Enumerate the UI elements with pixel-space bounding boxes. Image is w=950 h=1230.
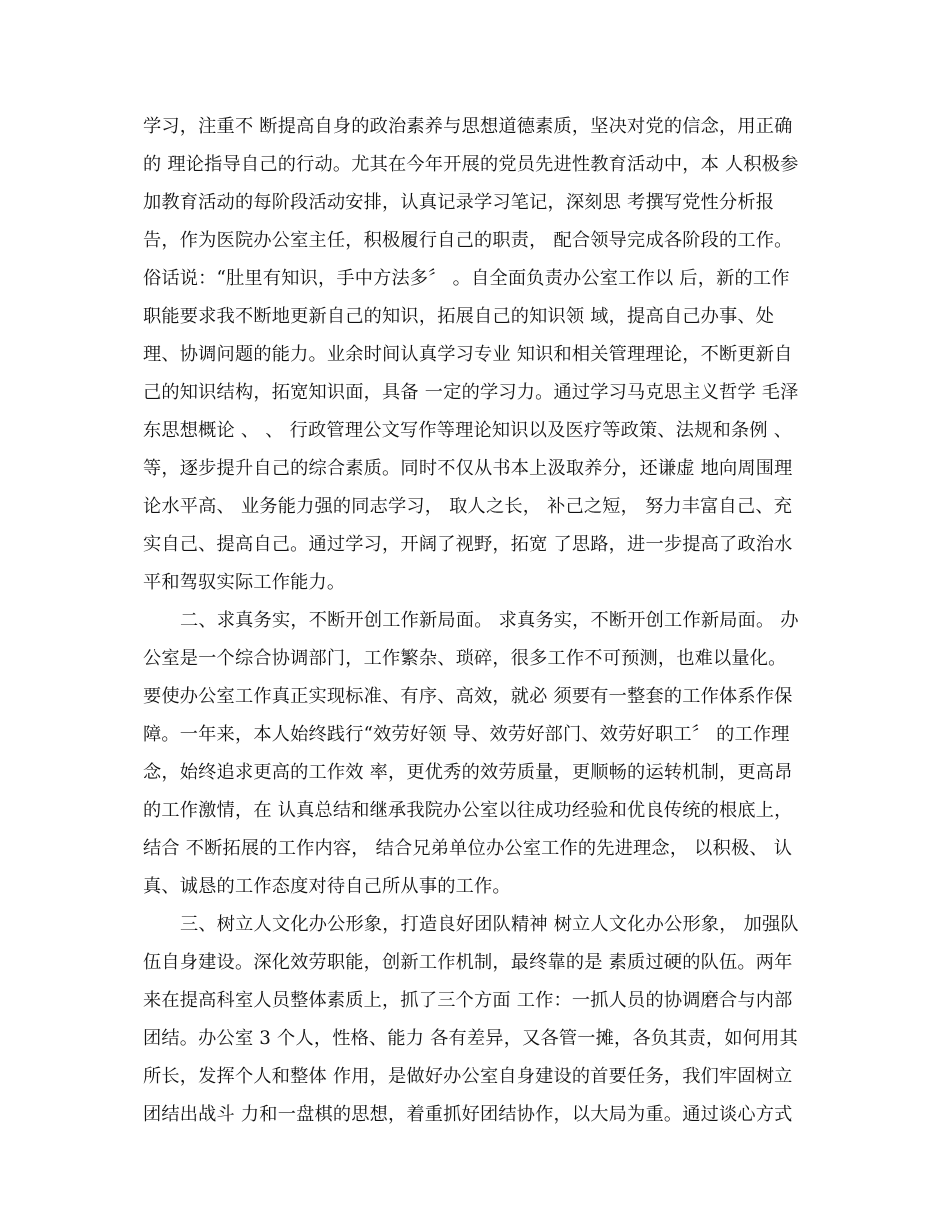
text-line: 己的知识结构，拓宽知识面，具备 一定的学习力。通过学习马克思主义哲学 毛泽 <box>143 382 799 403</box>
text-line: 念，始终追求更高的工作效 率，更优秀的效劳质量，更顺畅的运转机制，更高昂 <box>143 762 793 783</box>
text-line: 告，作为医院办公室主任，积极履行自己的职责， 配合领导完成各阶段的工作。 <box>143 230 793 251</box>
text-line: 所长，发挥个人和整体 作用，是做好办公室自身建设的首要任务，我们牢固树立 <box>143 1066 793 1087</box>
text-line: 东思想概论 、 、 行政管理公文写作等理论知识以及医疗等政策、法规和条例 、 <box>143 420 793 441</box>
paragraph-start-line: 三、树立人文化办公形象，打造良好团队精神 树立人文化办公形象， 加强队 <box>180 914 799 935</box>
text-line: 加教育活动的每阶段活动安排，认真记录学习笔记，深刻思 考撰写党性分析报 <box>143 192 775 213</box>
text-line: 要使办公室工作真正实现标准、有序、高效，就必 须要有一整套的工作体系作保 <box>143 686 793 707</box>
text-line: 等，逐步提升自己的综合素质。同时不仅从书本上汲取养分，还谦虚 地向周围理 <box>143 458 793 479</box>
text-line: 伍自身建设。深化效劳职能，创新工作机制，最终靠的是 素质过硬的队伍。两年 <box>143 952 793 973</box>
text-line: 平和驾驭实际工作能力。 <box>143 572 346 593</box>
text-line: 真、诚恳的工作态度对待自己所从事的工作。 <box>143 876 511 897</box>
text-line: 职能要求我不断地更新自己的知识，拓展自己的知识领 域，提高自己办事、处 <box>143 306 775 327</box>
text-line: 结合 不断拓展的工作内容， 结合兄弟单位办公室工作的先进理念， 以积极、 认 <box>143 838 793 859</box>
text-line: 的工作激情，在 认真总结和继承我院办公室以往成功经验和优良传统的根底上， <box>143 800 793 821</box>
text-line: 障。一年来，本人始终践行“效劳好领 导、效劳好部门、效劳好职工〞 的工作理 <box>143 724 790 745</box>
text-line: 理、协调问题的能力。业余时间认真学习专业 知识和相关管理理论，不断更新自 <box>143 344 793 365</box>
text-line: 论水平高、 业务能力强的同志学习， 取人之长， 补己之短， 努力丰富自己、充 <box>143 496 793 517</box>
text-line: 的 理论指导自己的行动。尤其在今年开展的党员先进性教育活动中，本 人积极参 <box>143 154 799 175</box>
text-line: 公室是一个综合协调部门，工作繁杂、琐碎，很多工作不可预测，也难以量化。 <box>143 648 787 669</box>
text-line: 实自己、提高自己。通过学习，开阔了视野，拓宽 了思路，进一步提高了政治水 <box>143 534 793 555</box>
text-line: 团结。办公室 3 个人，性格、能力 各有差异，又各管一摊，各负其责，如何用其 <box>143 1028 798 1049</box>
text-line: 学习，注重不 断提高自身的政治素养与思想道德素质，坚决对党的信念，用正确 <box>143 116 793 137</box>
text-line: 来在提高科室人员整体素质上，抓了三个方面 工作：一抓人员的协调磨合与内部 <box>143 990 793 1011</box>
text-line: 俗话说：“肚里有知识，手中方法多〞 。自全面负责办公室工作以 后，新的工作 <box>143 268 790 289</box>
paragraph-start-line: 二、求真务实，不断开创工作新局面。 求真务实，不断开创工作新局面。 办 <box>180 610 799 631</box>
text-line: 团结出战斗 力和一盘棋的思想，着重抓好团结协作，以大局为重。通过谈心方式 <box>143 1104 793 1125</box>
